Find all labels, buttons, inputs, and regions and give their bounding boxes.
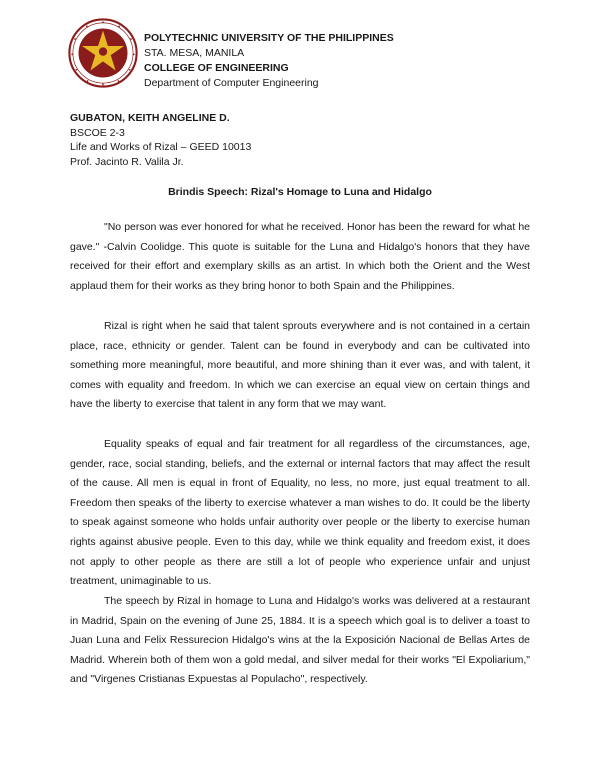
paragraph: Equality speaks of equal and fair treatment for all regardless of the circumstances, age, gender, race, social standing, beliefs, and the external or internal factors that may affect the result of the cause. All men is equal in front of Equality, no less, no more, just equal treatment to all. Freedom then speaks of the liberty to exercise whatever a man wishes to do. It could be the liberty to speak against someone who holds unfair authority over people or the liberty to exercise human rights against abusive people. Even to this day, while we think equality and freedom exist, it does not apply to other people as there are still a lot of people who experience unfair and unjust treatment, unimaginable to us.	[70, 438, 530, 588]
student-info	[70, 111, 251, 169]
department-name: Department of Computer Engineering	[144, 77, 319, 89]
university-seal-icon	[68, 18, 138, 88]
professor-name: Prof. Jacinto R. Valila Jr.	[70, 155, 184, 168]
course-name: Life and Works of Rizal – GEED 10013	[70, 141, 252, 153]
paragraph: Rizal is right when he said that talent sprouts everywhere and is not contained in a certain place, race, ethnicity or gender. Talent can be found in everybody and can be cultivated into something more meaningful, more beautiful, and more shining than it ever was, and with talent, it comes with equality and freedom. In which we can exercise an equal view on certain things and have the liberty to exercise that talent in any form that we may want.	[70, 320, 530, 411]
paragraph: "No person was ever honored for what he received. Honor has been the reward for what he gave." -Calvin Coolidge. This quote is suitable for the Luna and Hidalgo's honors that they have received for their effort and exemplary skills as an artist. In which both the Orient and the West applaud them for their works as they bring honor to both Spain and the Philippines.	[70, 221, 530, 292]
college-name: COLLEGE OF ENGINEERING	[144, 62, 289, 74]
student-section: BSCOE 2-3	[70, 126, 125, 139]
institution-header	[144, 31, 394, 91]
paragraph: The speech by Rizal in homage to Luna and Hidalgo's works was delivered at a restaurant in Madrid, Spain on the evening of June 25, 1884. It is a speech which goal is to deliver a toast to Juan Luna and Felix Ressurecion Hidalgo's wins at the la Exposición Nacional de Bellas Artes de Madrid. Wherein both of them won a gold medal, and silver medal for their works "El Expoliarium," and "Virgenes Cristianas Expuestas al Populacho", respectively.	[70, 595, 530, 686]
university-location: STA. MESA, MANILA	[144, 47, 245, 59]
student-name: GUBATON, KEITH ANGELINE D.	[70, 112, 230, 124]
university-name: POLYTECHNIC UNIVERSITY OF THE PHILIPPINES	[144, 32, 394, 44]
document-title: Brindis Speech: Rizal's Homage to Luna and Hidalgo	[168, 186, 432, 198]
